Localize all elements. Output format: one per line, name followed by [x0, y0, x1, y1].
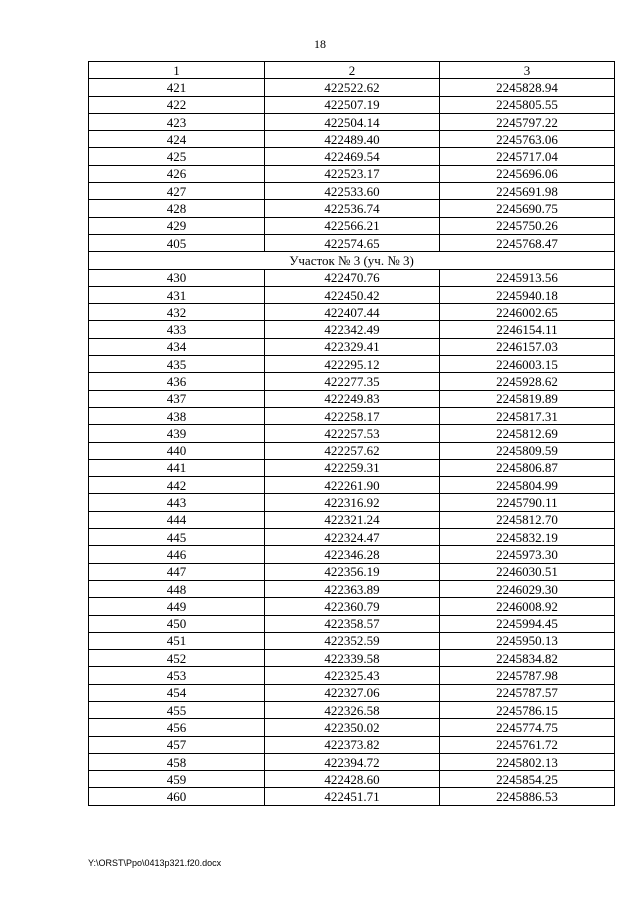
x-coordinate-cell: 422450.42 — [265, 286, 440, 303]
x-coordinate-cell: 422259.31 — [265, 459, 440, 476]
table-row — [89, 632, 615, 649]
x-coordinate-cell: 422257.62 — [265, 442, 440, 459]
point-number-cell: 449 — [89, 598, 265, 615]
point-number-cell: 436 — [89, 373, 265, 390]
table-row — [89, 338, 615, 355]
x-coordinate-cell: 422373.82 — [265, 736, 440, 753]
y-coordinate-cell: 2245787.98 — [440, 667, 615, 684]
x-coordinate-cell: 422295.12 — [265, 356, 440, 373]
x-coordinate-cell: 422329.41 — [265, 338, 440, 355]
table-row — [89, 356, 615, 373]
y-coordinate-cell: 2245787.57 — [440, 684, 615, 701]
x-coordinate-cell: 422277.35 — [265, 373, 440, 390]
point-number-cell: 425 — [89, 148, 265, 165]
point-number-cell: 451 — [89, 632, 265, 649]
y-coordinate-cell: 2245786.15 — [440, 701, 615, 718]
y-coordinate-cell: 2245797.22 — [440, 113, 615, 130]
point-number-cell: 427 — [89, 183, 265, 200]
point-number-cell: 458 — [89, 753, 265, 770]
x-coordinate-cell: 422324.47 — [265, 529, 440, 546]
table-row — [89, 79, 615, 96]
x-coordinate-cell: 422326.58 — [265, 701, 440, 718]
table-row — [89, 425, 615, 442]
table-row — [89, 719, 615, 736]
point-number-cell: 426 — [89, 165, 265, 182]
point-number-cell: 459 — [89, 771, 265, 788]
point-number-cell: 434 — [89, 338, 265, 355]
table-row — [89, 407, 615, 424]
footer-file-path: Y:\ORST\Ppo\0413p321.f20.docx — [88, 858, 222, 868]
table-row — [89, 148, 615, 165]
header-col-1: 1 — [89, 62, 265, 79]
x-coordinate-cell: 422507.19 — [265, 96, 440, 113]
point-number-cell: 443 — [89, 494, 265, 511]
table-row — [89, 304, 615, 321]
point-number-cell: 442 — [89, 477, 265, 494]
point-number-cell: 447 — [89, 563, 265, 580]
point-number-cell: 440 — [89, 442, 265, 459]
x-coordinate-cell: 422360.79 — [265, 598, 440, 615]
table-row — [89, 217, 615, 234]
y-coordinate-cell: 2246008.92 — [440, 598, 615, 615]
y-coordinate-cell: 2246157.03 — [440, 338, 615, 355]
point-number-cell: 430 — [89, 269, 265, 286]
table-body-after-section — [89, 269, 615, 805]
y-coordinate-cell: 2245691.98 — [440, 183, 615, 200]
coordinates-table — [88, 61, 615, 806]
y-coordinate-cell: 2245994.45 — [440, 615, 615, 632]
table-row — [89, 390, 615, 407]
y-coordinate-cell: 2245812.70 — [440, 511, 615, 528]
section-header-body — [89, 252, 615, 269]
table-row — [89, 113, 615, 130]
point-number-cell: 437 — [89, 390, 265, 407]
point-number-cell: 424 — [89, 131, 265, 148]
table-row — [89, 546, 615, 563]
y-coordinate-cell: 2245696.06 — [440, 165, 615, 182]
table-row — [89, 234, 615, 251]
header-col-2: 2 — [265, 62, 440, 79]
point-number-cell: 455 — [89, 701, 265, 718]
y-coordinate-cell: 2245806.87 — [440, 459, 615, 476]
y-coordinate-cell: 2245886.53 — [440, 788, 615, 805]
table-header-row — [89, 62, 615, 79]
y-coordinate-cell: 2245973.30 — [440, 546, 615, 563]
table-row — [89, 269, 615, 286]
point-number-cell: 432 — [89, 304, 265, 321]
point-number-cell: 448 — [89, 580, 265, 597]
x-coordinate-cell: 422261.90 — [265, 477, 440, 494]
table-row — [89, 753, 615, 770]
table-row — [89, 477, 615, 494]
table-row — [89, 650, 615, 667]
x-coordinate-cell: 422428.60 — [265, 771, 440, 788]
x-coordinate-cell: 422257.53 — [265, 425, 440, 442]
x-coordinate-cell: 422522.62 — [265, 79, 440, 96]
y-coordinate-cell: 2245790.11 — [440, 494, 615, 511]
point-number-cell: 450 — [89, 615, 265, 632]
point-number-cell: 460 — [89, 788, 265, 805]
x-coordinate-cell: 422536.74 — [265, 200, 440, 217]
y-coordinate-cell: 2245913.56 — [440, 269, 615, 286]
point-number-cell: 456 — [89, 719, 265, 736]
table-row — [89, 771, 615, 788]
x-coordinate-cell: 422470.76 — [265, 269, 440, 286]
x-coordinate-cell: 422350.02 — [265, 719, 440, 736]
table-row — [89, 580, 615, 597]
table-row — [89, 615, 615, 632]
point-number-cell: 439 — [89, 425, 265, 442]
table-row — [89, 131, 615, 148]
header-col-3: 3 — [440, 62, 615, 79]
x-coordinate-cell: 422451.71 — [265, 788, 440, 805]
y-coordinate-cell: 2246154.11 — [440, 321, 615, 338]
table-row — [89, 701, 615, 718]
x-coordinate-cell: 422523.17 — [265, 165, 440, 182]
point-number-cell: 423 — [89, 113, 265, 130]
y-coordinate-cell: 2245819.89 — [440, 390, 615, 407]
y-coordinate-cell: 2245854.25 — [440, 771, 615, 788]
point-number-cell: 433 — [89, 321, 265, 338]
y-coordinate-cell: 2245805.55 — [440, 96, 615, 113]
y-coordinate-cell: 2245802.13 — [440, 753, 615, 770]
y-coordinate-cell: 2245828.94 — [440, 79, 615, 96]
point-number-cell: 446 — [89, 546, 265, 563]
table-row — [89, 511, 615, 528]
x-coordinate-cell: 422346.28 — [265, 546, 440, 563]
x-coordinate-cell: 422327.06 — [265, 684, 440, 701]
point-number-cell: 454 — [89, 684, 265, 701]
table-row — [89, 529, 615, 546]
table-row — [89, 96, 615, 113]
x-coordinate-cell: 422258.17 — [265, 407, 440, 424]
y-coordinate-cell: 2246029.30 — [440, 580, 615, 597]
point-number-cell: 421 — [89, 79, 265, 96]
table-row — [89, 736, 615, 753]
x-coordinate-cell: 422363.89 — [265, 580, 440, 597]
page-number: 18 — [314, 37, 326, 51]
table-row — [89, 321, 615, 338]
x-coordinate-cell: 422352.59 — [265, 632, 440, 649]
point-number-cell: 435 — [89, 356, 265, 373]
table-body-before-section — [89, 79, 615, 252]
x-coordinate-cell: 422321.24 — [265, 511, 440, 528]
x-coordinate-cell: 422342.49 — [265, 321, 440, 338]
point-number-cell: 445 — [89, 529, 265, 546]
table-row — [89, 684, 615, 701]
point-number-cell: 429 — [89, 217, 265, 234]
y-coordinate-cell: 2245940.18 — [440, 286, 615, 303]
table-row — [89, 286, 615, 303]
x-coordinate-cell: 422533.60 — [265, 183, 440, 200]
y-coordinate-cell: 2245768.47 — [440, 234, 615, 251]
y-coordinate-cell: 2245804.99 — [440, 477, 615, 494]
table-row — [89, 442, 615, 459]
y-coordinate-cell: 2245817.31 — [440, 407, 615, 424]
y-coordinate-cell: 2245717.04 — [440, 148, 615, 165]
x-coordinate-cell: 422249.83 — [265, 390, 440, 407]
x-coordinate-cell: 422504.14 — [265, 113, 440, 130]
x-coordinate-cell: 422325.43 — [265, 667, 440, 684]
table-row — [89, 598, 615, 615]
x-coordinate-cell: 422489.40 — [265, 131, 440, 148]
y-coordinate-cell: 2245812.69 — [440, 425, 615, 442]
table-row — [89, 494, 615, 511]
x-coordinate-cell: 422356.19 — [265, 563, 440, 580]
table-row — [89, 667, 615, 684]
point-number-cell: 457 — [89, 736, 265, 753]
table-row — [89, 788, 615, 805]
table-row — [89, 459, 615, 476]
y-coordinate-cell: 2245690.75 — [440, 200, 615, 217]
y-coordinate-cell: 2246003.15 — [440, 356, 615, 373]
y-coordinate-cell: 2245763.06 — [440, 131, 615, 148]
x-coordinate-cell: 422339.58 — [265, 650, 440, 667]
y-coordinate-cell: 2245832.19 — [440, 529, 615, 546]
y-coordinate-cell: 2245761.72 — [440, 736, 615, 753]
x-coordinate-cell: 422574.65 — [265, 234, 440, 251]
table-row — [89, 563, 615, 580]
table-row — [89, 183, 615, 200]
section-header-row — [89, 252, 615, 269]
x-coordinate-cell: 422407.44 — [265, 304, 440, 321]
table-row — [89, 373, 615, 390]
point-number-cell: 441 — [89, 459, 265, 476]
y-coordinate-cell: 2245809.59 — [440, 442, 615, 459]
point-number-cell: 431 — [89, 286, 265, 303]
point-number-cell: 452 — [89, 650, 265, 667]
x-coordinate-cell: 422316.92 — [265, 494, 440, 511]
x-coordinate-cell: 422469.54 — [265, 148, 440, 165]
y-coordinate-cell: 2245834.82 — [440, 650, 615, 667]
y-coordinate-cell: 2246002.65 — [440, 304, 615, 321]
point-number-cell: 444 — [89, 511, 265, 528]
x-coordinate-cell: 422566.21 — [265, 217, 440, 234]
y-coordinate-cell: 2246030.51 — [440, 563, 615, 580]
y-coordinate-cell: 2245774.75 — [440, 719, 615, 736]
y-coordinate-cell: 2245950.13 — [440, 632, 615, 649]
point-number-cell: 422 — [89, 96, 265, 113]
table-row — [89, 165, 615, 182]
x-coordinate-cell: 422394.72 — [265, 753, 440, 770]
section-title: Участок № 3 (уч. № 3) — [89, 252, 615, 269]
point-number-cell: 428 — [89, 200, 265, 217]
point-number-cell: 405 — [89, 234, 265, 251]
table-row — [89, 200, 615, 217]
y-coordinate-cell: 2245928.62 — [440, 373, 615, 390]
x-coordinate-cell: 422358.57 — [265, 615, 440, 632]
y-coordinate-cell: 2245750.26 — [440, 217, 615, 234]
point-number-cell: 453 — [89, 667, 265, 684]
point-number-cell: 438 — [89, 407, 265, 424]
